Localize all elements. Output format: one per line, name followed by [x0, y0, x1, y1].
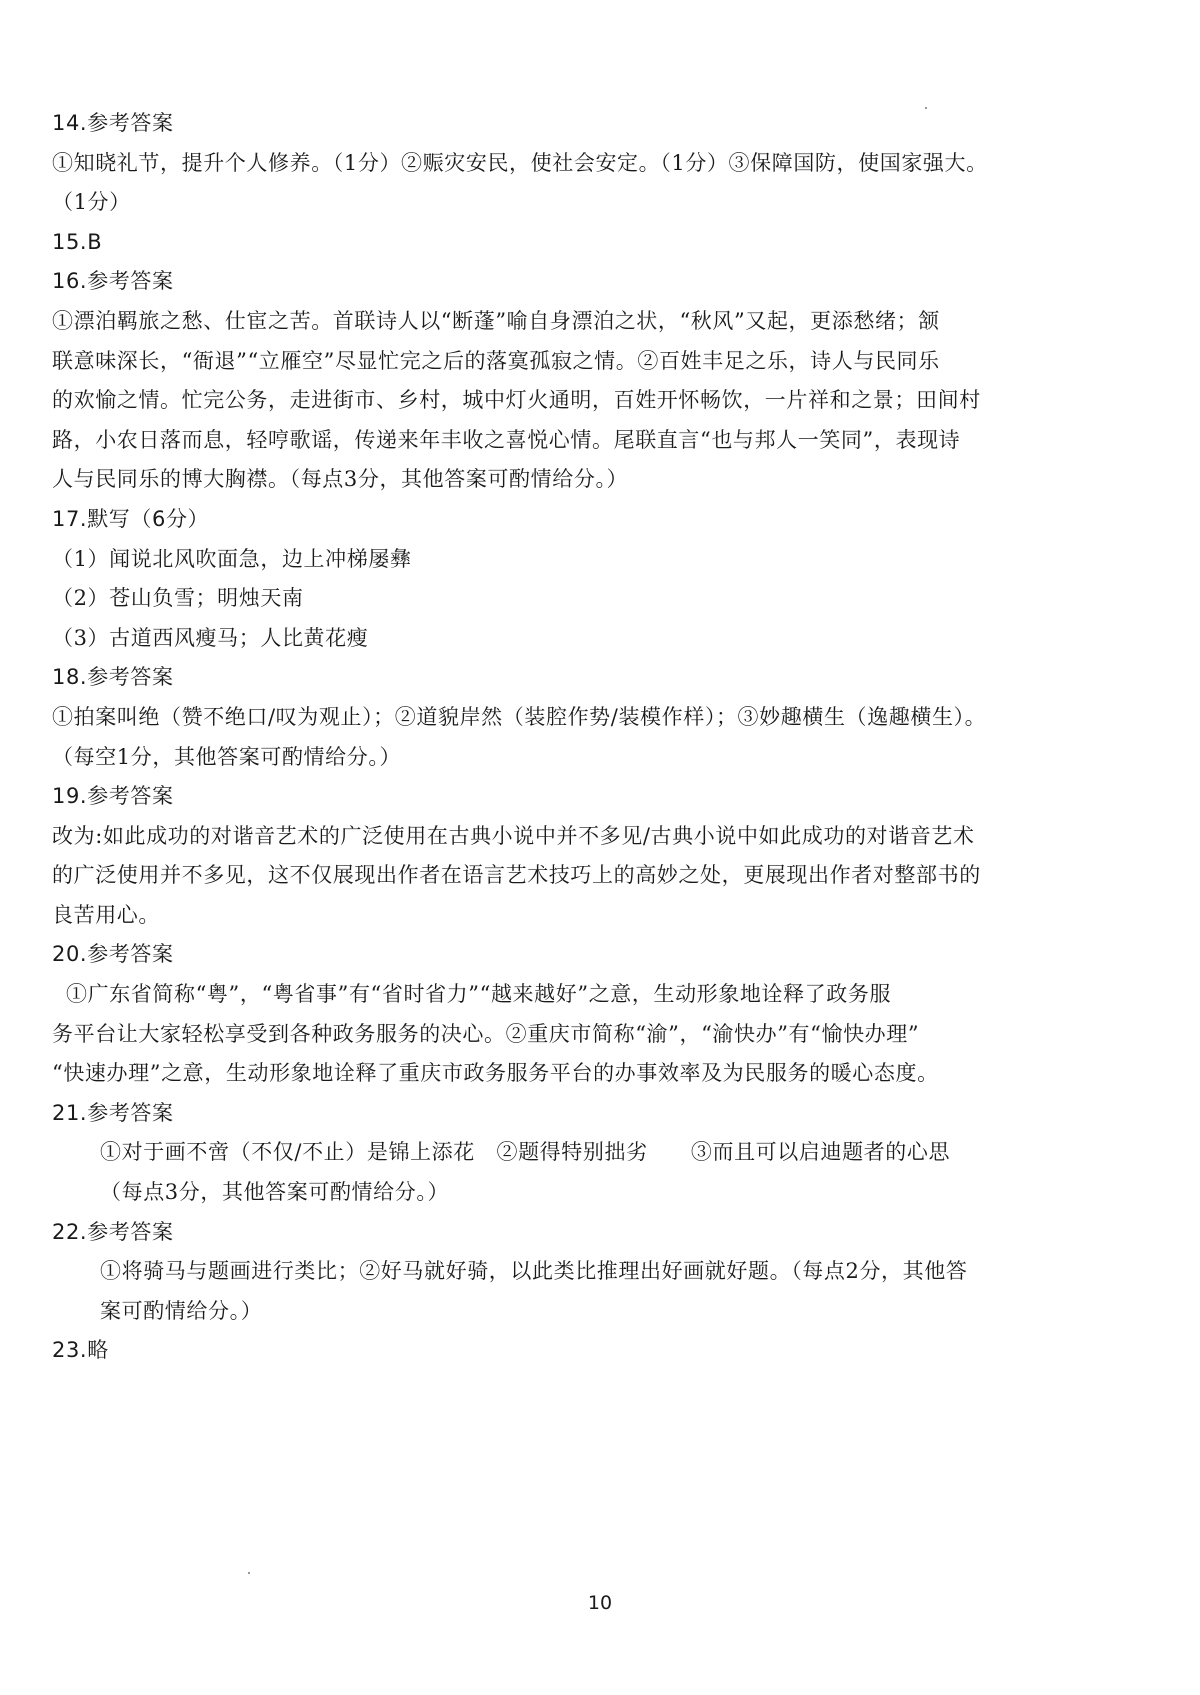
answer-line: 联意味深长，“衙退”“立雁空”尽显忙完之后的落寞孤寂之情。②百姓丰足之乐，诗人与民同乐	[52, 348, 940, 373]
answer-line: 人与民同乐的博大胸襟。（每点3分，其他答案可酌情给分。）	[52, 467, 629, 492]
answer-line: ①拍案叫绝（赞不绝口/叹为观止）；②道貌岸然（装腔作势/装模作样）；③妙趣横生（逸趣横生）。	[52, 704, 987, 729]
answer-line: 改为:如此成功的对谐音艺术的广泛使用在古典小说中并不多见/古典小说中如此成功的对谐音艺术	[52, 823, 975, 848]
question-heading: 15.B	[52, 229, 103, 254]
question-heading: 23.略	[52, 1338, 109, 1363]
answer-line: 案可酌情给分。）	[100, 1298, 263, 1323]
answer-line: 良苦用心。	[52, 902, 160, 927]
answer-line: ①漂泊羁旅之愁、仕宦之苦。首联诗人以“断蓬”喻自身漂泊之状，“秋风”又起，更添愁绪；颔	[52, 308, 940, 333]
question-heading: 22.参考答案	[52, 1219, 174, 1244]
answer-line: ①对于画不啻（不仅/不止）是锦上添花 ②题得特别拙劣 ③而且可以启迪题者的心思	[100, 1140, 951, 1165]
page-number: 10	[587, 1592, 613, 1614]
answer-line: （2）苍山负雪；明烛天南	[52, 586, 304, 611]
question-heading: 19.参考答案	[52, 784, 174, 809]
question-heading: 16.参考答案	[52, 269, 174, 294]
answer-line: （每点3分，其他答案可酌情给分。）	[100, 1180, 450, 1205]
answer-key-body	[52, 104, 1127, 1371]
answer-line: 的欢愉之情。忙完公务，走进街市、乡村，城中灯火通明，百姓开怀畅饮，一片祥和之景；田间村	[52, 388, 981, 413]
scan-speck	[248, 1572, 250, 1574]
answer-line: ①将骑马与题画进行类比；②好马就好骑，以此类比推理出好画就好题。（每点2分，其他答	[100, 1259, 968, 1284]
answer-line: ①广东省简称“粤”，“粤省事”有“省时省力”“越来越好”之意，生动形象地诠释了政务服	[66, 982, 892, 1007]
question-heading: 18.参考答案	[52, 665, 174, 690]
question-heading: 21.参考答案	[52, 1100, 174, 1125]
answer-line: “快速办理”之意，生动形象地诠释了重庆市政务服务平台的办事效率及为民服务的暖心态度。	[52, 1061, 939, 1086]
answer-line: （1分）	[52, 190, 131, 215]
question-heading: 14.参考答案	[52, 111, 174, 135]
answer-line: 路，小农日落而息，轻哼歌谣，传递来年丰收之喜悦心情。尾联直言“也与邦人一笑同”，表现诗	[52, 427, 961, 452]
answer-line: （3）古道西风瘦马；人比黄花瘦	[52, 625, 369, 650]
answer-line: 务平台让大家轻松享受到各种政务服务的决心。②重庆市简称“渝”，“渝快办”有“愉快办理”	[52, 1021, 920, 1046]
answer-line: （每空1分，其他答案可酌情给分。）	[52, 744, 402, 769]
answer-line: （1）闻说北风吹面急，边上冲梯屡彝	[52, 546, 412, 571]
answer-line: ①知晓礼节，提升个人修养。（1分）②赈灾安民，使社会安定。（1分）③保障国防，使国家强大。	[52, 150, 988, 175]
scan-speck	[925, 107, 927, 109]
answer-line: 的广泛使用并不多见，这不仅展现出作者在语言艺术技巧上的高妙之处，更展现出作者对整部书的	[52, 863, 981, 888]
question-heading: 17.默写（6分）	[52, 506, 210, 531]
question-heading: 20.参考答案	[52, 942, 174, 967]
